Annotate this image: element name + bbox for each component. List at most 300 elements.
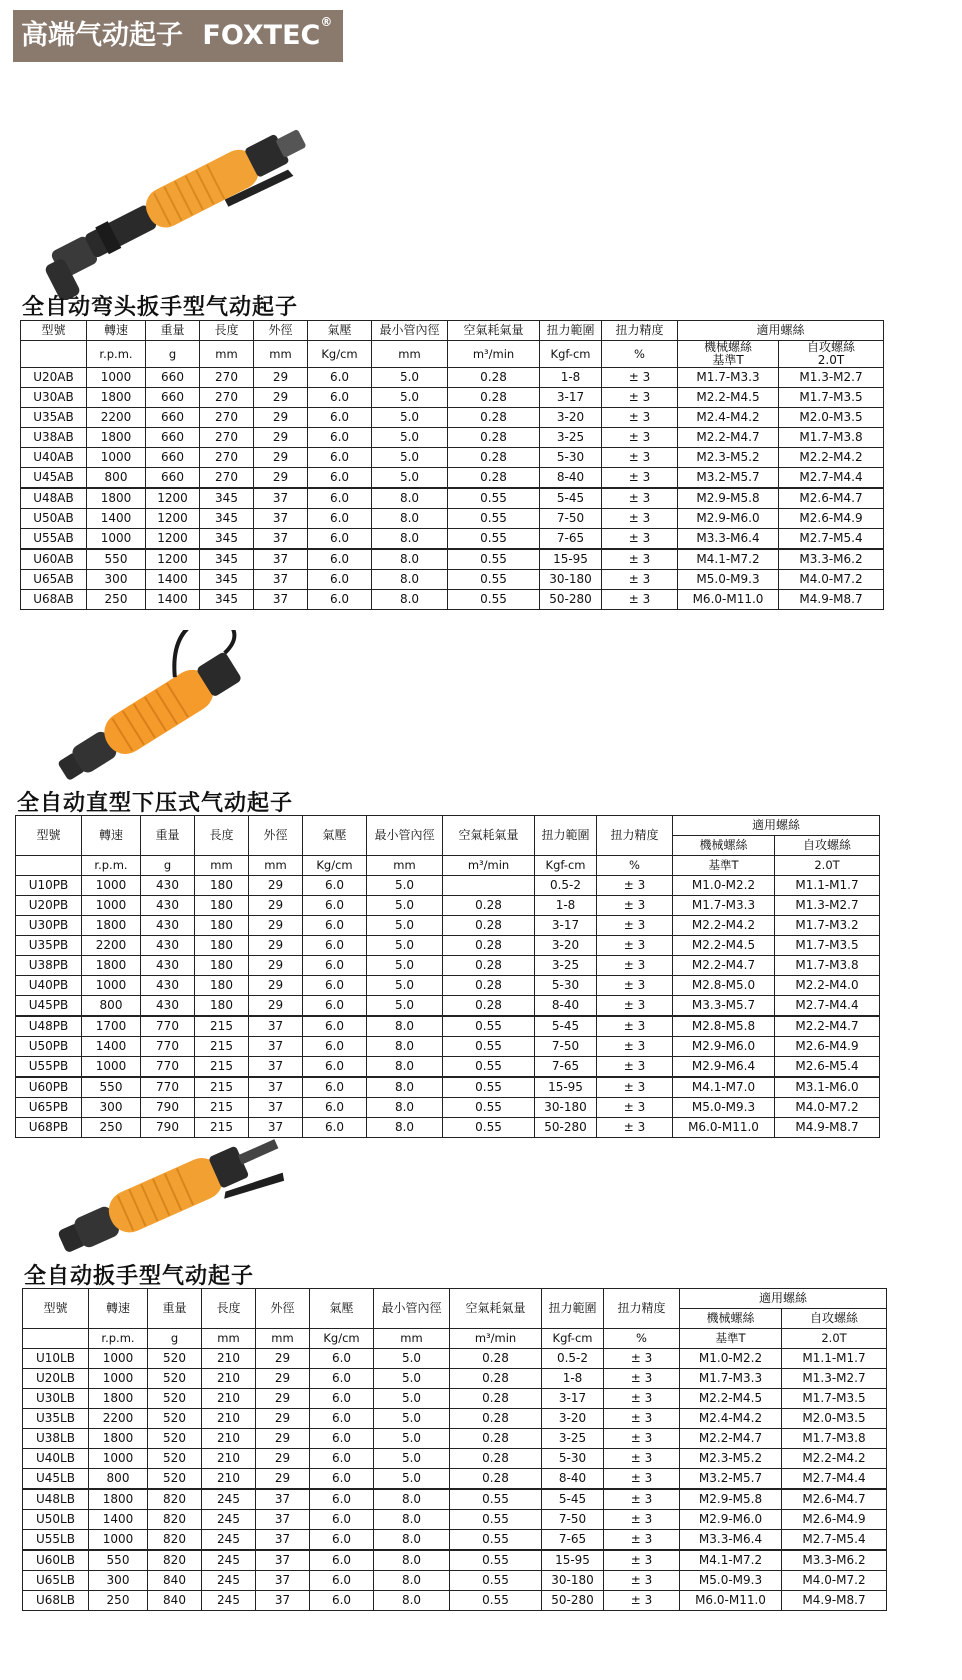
spec-cell: 0.55 [450, 1571, 542, 1591]
spec-cell: 29 [256, 1369, 310, 1389]
col-model: 型號 [21, 321, 87, 341]
spec-cell: 345 [200, 529, 254, 550]
spec-cell: 37 [254, 529, 308, 550]
spec-cell: M2.6-M4.7 [782, 1489, 887, 1510]
spec-cell: 180 [195, 996, 249, 1017]
spec-cell: 8.0 [372, 488, 448, 509]
spec-cell: 0.28 [450, 1429, 542, 1449]
model-cell: U45LB [23, 1469, 89, 1490]
spec-cell: 345 [200, 509, 254, 529]
spec-cell: 430 [141, 876, 195, 896]
model-cell: U35LB [23, 1409, 89, 1429]
model-cell: U38PB [16, 956, 82, 976]
spec-cell: 800 [82, 996, 141, 1017]
spec-cell: M1.7-M3.3 [678, 368, 779, 388]
spec-cell: 8.0 [367, 1037, 443, 1057]
spec-cell: 8.0 [367, 1098, 443, 1118]
model-cell: U10PB [16, 876, 82, 896]
spec-cell: 6.0 [308, 428, 372, 448]
table-row [16, 1016, 880, 1037]
spec-cell: 50-280 [540, 590, 602, 610]
spec-cell: 800 [87, 468, 146, 489]
spec-cell: 29 [254, 368, 308, 388]
spec-table-straight [15, 815, 880, 1138]
model-cell: U68AB [21, 590, 87, 610]
spec-cell: 1000 [82, 876, 141, 896]
spec-cell: 5.0 [372, 408, 448, 428]
model-cell: U38AB [21, 428, 87, 448]
table-row [21, 570, 884, 590]
spec-cell: 29 [256, 1469, 310, 1490]
spec-cell: M2.9-M6.0 [673, 1037, 775, 1057]
spec-cell: 0.55 [448, 488, 540, 509]
spec-cell: 0.28 [443, 916, 535, 936]
spec-cell: 8.0 [374, 1489, 450, 1510]
spec-cell: ± 3 [602, 468, 678, 489]
spec-cell: 8.0 [367, 1016, 443, 1037]
table-row [21, 388, 884, 408]
table-row [23, 1349, 887, 1369]
spec-cell: 1200 [146, 509, 200, 529]
spec-cell: 0.55 [443, 1077, 535, 1098]
col-speed: 轉速 [89, 1289, 148, 1329]
col-torque: 扭力範圍 [542, 1289, 604, 1329]
spec-cell: ± 3 [604, 1591, 680, 1611]
unit-cell: mm [256, 1329, 310, 1349]
spec-cell: ± 3 [602, 590, 678, 610]
spec-cell: M2.2-M4.5 [673, 936, 775, 956]
spec-cell: M2.6-M5.4 [775, 1057, 880, 1078]
spec-cell: 6.0 [303, 1118, 367, 1138]
spec-cell: 520 [148, 1349, 202, 1369]
model-cell: U68LB [23, 1591, 89, 1611]
unit-cell: mm [200, 341, 254, 368]
spec-cell: 6.0 [303, 936, 367, 956]
spec-cell: M1.7-M3.3 [673, 896, 775, 916]
col-screw-group: 適用螺絲 [680, 1289, 887, 1309]
spec-cell: M3.3-M6.4 [680, 1530, 782, 1551]
spec-cell: ± 3 [602, 408, 678, 428]
spec-cell: M2.0-M3.5 [782, 1409, 887, 1429]
model-cell: U50LB [23, 1510, 89, 1530]
spec-cell: 6.0 [303, 996, 367, 1017]
spec-cell: 0.28 [443, 936, 535, 956]
spec-cell: M1.7-M3.5 [779, 388, 884, 408]
col-tapping-screw: 自攻螺絲 [775, 836, 880, 856]
spec-cell: 3-25 [542, 1429, 604, 1449]
col-air: 空氣耗氣量 [448, 321, 540, 341]
col-length: 長度 [195, 816, 249, 856]
unit-cell: g [141, 856, 195, 876]
spec-cell: 245 [202, 1489, 256, 1510]
spec-cell: M2.2-M4.5 [678, 388, 779, 408]
spec-cell: 6.0 [303, 876, 367, 896]
spec-cell: 8.0 [367, 1118, 443, 1138]
spec-cell: 6.0 [308, 549, 372, 570]
spec-cell: 6.0 [303, 1037, 367, 1057]
spec-cell: 0.55 [450, 1550, 542, 1571]
table-row [23, 1489, 887, 1510]
angle-screwdriver-image [20, 100, 330, 300]
spec-cell: 8.0 [374, 1530, 450, 1551]
unit-cell: g [148, 1329, 202, 1349]
spec-cell: M2.9-M5.8 [678, 488, 779, 509]
spec-cell: 0.28 [450, 1409, 542, 1429]
spec-cell: 1800 [89, 1389, 148, 1409]
table-row [16, 936, 880, 956]
col-tapping-screw [779, 341, 884, 368]
spec-cell: 550 [82, 1077, 141, 1098]
spec-cell: 1800 [87, 388, 146, 408]
table-row [23, 1571, 887, 1591]
spec-cell: 5.0 [372, 468, 448, 489]
spec-cell: M4.9-M8.7 [775, 1118, 880, 1138]
col-diameter: 外徑 [249, 816, 303, 856]
spec-cell: 29 [256, 1449, 310, 1469]
table-row [21, 468, 884, 489]
section-title-lever: 全自动扳手型气动起子 [24, 1264, 255, 1289]
spec-cell: 270 [200, 448, 254, 468]
spec-cell: M2.9-M6.0 [678, 509, 779, 529]
spec-cell: ± 3 [602, 570, 678, 590]
spec-cell: ± 3 [602, 428, 678, 448]
spec-cell: 180 [195, 896, 249, 916]
spec-cell: M3.3-M6.2 [779, 549, 884, 570]
spec-cell: 790 [141, 1098, 195, 1118]
spec-cell: 3-20 [535, 936, 597, 956]
spec-cell: 37 [256, 1591, 310, 1611]
spec-cell: 3-20 [542, 1409, 604, 1429]
unit-cell: Kg/cm [310, 1329, 374, 1349]
spec-cell: 1700 [82, 1016, 141, 1037]
spec-cell: 5.0 [367, 956, 443, 976]
spec-cell: 2200 [87, 408, 146, 428]
spec-cell: 345 [200, 488, 254, 509]
model-cell: U30AB [21, 388, 87, 408]
spec-cell: M4.1-M7.0 [673, 1077, 775, 1098]
spec-cell: 1400 [146, 590, 200, 610]
unit-cell: Kgf-cm [535, 856, 597, 876]
spec-cell: ± 3 [602, 529, 678, 550]
spec-cell: 0.28 [448, 468, 540, 489]
spec-cell: M2.7-M5.4 [779, 529, 884, 550]
spec-cell: ± 3 [597, 1037, 673, 1057]
spec-cell: ± 3 [604, 1571, 680, 1591]
model-cell: U50AB [21, 509, 87, 529]
spec-cell: 6.0 [303, 956, 367, 976]
table-row [16, 1077, 880, 1098]
unit-cell [16, 856, 82, 876]
spec-cell: 210 [202, 1389, 256, 1409]
spec-cell: 0.28 [448, 448, 540, 468]
spec-cell: ± 3 [602, 509, 678, 529]
table-row [23, 1530, 887, 1551]
spec-cell: ± 3 [604, 1349, 680, 1369]
model-cell: U10LB [23, 1349, 89, 1369]
spec-cell: 6.0 [308, 408, 372, 428]
spec-cell: 6.0 [308, 388, 372, 408]
spec-cell: ± 3 [602, 368, 678, 388]
table-row [23, 1449, 887, 1469]
spec-cell: 6.0 [303, 1057, 367, 1078]
spec-cell: 215 [195, 1098, 249, 1118]
spec-cell: 6.0 [310, 1571, 374, 1591]
spec-cell: 37 [256, 1530, 310, 1551]
unit-cell: Kg/cm [308, 341, 372, 368]
spec-cell: 37 [249, 1016, 303, 1037]
spec-cell: 1000 [82, 1057, 141, 1078]
spec-cell: 0.28 [443, 896, 535, 916]
spec-cell: 5-45 [540, 488, 602, 509]
col-weight: 重量 [141, 816, 195, 856]
spec-cell: 1-8 [535, 896, 597, 916]
spec-cell: M2.9-M6.4 [673, 1057, 775, 1078]
spec-cell: M6.0-M11.0 [673, 1118, 775, 1138]
table-row [16, 976, 880, 996]
spec-cell: 50-280 [542, 1591, 604, 1611]
table-body [23, 1349, 887, 1611]
spec-cell: 0.55 [443, 1057, 535, 1078]
unit-cell: r.p.m. [87, 341, 146, 368]
spec-cell: 245 [202, 1510, 256, 1530]
table-row [16, 1057, 880, 1078]
unit-cell: r.p.m. [82, 856, 141, 876]
model-cell: U35PB [16, 936, 82, 956]
unit-cell: Kgf-cm [542, 1329, 604, 1349]
spec-cell: 37 [254, 488, 308, 509]
spec-cell: 180 [195, 976, 249, 996]
table-row [23, 1389, 887, 1409]
spec-cell: 29 [249, 996, 303, 1017]
spec-cell: 0.28 [443, 996, 535, 1017]
spec-cell: 0.28 [448, 408, 540, 428]
spec-cell: 0.28 [450, 1449, 542, 1469]
spec-cell: M4.0-M7.2 [775, 1098, 880, 1118]
spec-cell: 800 [89, 1469, 148, 1490]
model-cell: U48AB [21, 488, 87, 509]
spec-cell: 0.5-2 [535, 876, 597, 896]
spec-cell: 0.28 [448, 368, 540, 388]
table-row [23, 1591, 887, 1611]
spec-cell: 5.0 [374, 1429, 450, 1449]
spec-cell: 29 [249, 936, 303, 956]
spec-cell: 5.0 [374, 1389, 450, 1409]
spec-cell: 840 [148, 1571, 202, 1591]
spec-cell: 5-45 [542, 1489, 604, 1510]
spec-cell: 1400 [87, 509, 146, 529]
spec-cell: 1000 [82, 976, 141, 996]
spec-cell: 29 [254, 468, 308, 489]
table-row [23, 1429, 887, 1449]
brand-banner [13, 10, 343, 62]
model-cell: U60PB [16, 1077, 82, 1098]
spec-cell: 430 [141, 956, 195, 976]
table-row [16, 876, 880, 896]
spec-cell: 0.28 [448, 388, 540, 408]
spec-cell: 5.0 [372, 448, 448, 468]
spec-cell: 520 [148, 1429, 202, 1449]
spec-cell: M6.0-M11.0 [678, 590, 779, 610]
spec-cell: 0.55 [443, 1098, 535, 1118]
unit-cell: m³/min [450, 1329, 542, 1349]
unit-cell: % [602, 341, 678, 368]
spec-cell: M5.0-M9.3 [680, 1571, 782, 1591]
spec-cell: 345 [200, 549, 254, 570]
spec-cell: 6.0 [310, 1469, 374, 1490]
spec-cell: M2.2-M4.7 [678, 428, 779, 448]
spec-cell: 0.28 [443, 976, 535, 996]
spec-cell: 245 [202, 1550, 256, 1571]
spec-cell: M2.6-M4.7 [779, 488, 884, 509]
model-cell: U45PB [16, 996, 82, 1017]
spec-cell: ± 3 [597, 996, 673, 1017]
spec-cell: 1200 [146, 549, 200, 570]
spec-cell: 0.55 [448, 590, 540, 610]
unit-cell [23, 1329, 89, 1349]
spec-cell: 245 [202, 1571, 256, 1591]
spec-cell: ± 3 [602, 549, 678, 570]
col-accuracy: 扭力精度 [597, 816, 673, 856]
spec-cell: 5.0 [367, 936, 443, 956]
spec-cell: 1000 [89, 1449, 148, 1469]
spec-cell: M3.3-M6.2 [782, 1550, 887, 1571]
spec-cell: M2.6-M4.9 [782, 1510, 887, 1530]
spec-cell: 245 [202, 1591, 256, 1611]
unit-cell: % [597, 856, 673, 876]
spec-cell: M2.6-M4.9 [775, 1037, 880, 1057]
spec-cell: 430 [141, 996, 195, 1017]
spec-cell: 5.0 [374, 1349, 450, 1369]
spec-cell: 37 [254, 590, 308, 610]
spec-cell: 770 [141, 1016, 195, 1037]
spec-cell: ± 3 [597, 1077, 673, 1098]
col-pressure: 氣壓 [310, 1289, 374, 1329]
unit-cell: % [604, 1329, 680, 1349]
spec-cell: 6.0 [303, 1098, 367, 1118]
spec-cell: ± 3 [597, 1016, 673, 1037]
spec-cell: 8-40 [540, 468, 602, 489]
spec-cell: 29 [256, 1349, 310, 1369]
model-cell: U60AB [21, 549, 87, 570]
col-diameter: 外徑 [254, 321, 308, 341]
spec-cell: 8-40 [542, 1469, 604, 1490]
spec-cell: 210 [202, 1429, 256, 1449]
spec-cell: 1000 [82, 896, 141, 916]
spec-cell: 37 [254, 509, 308, 529]
spec-cell: 345 [200, 590, 254, 610]
spec-cell: ± 3 [597, 916, 673, 936]
spec-cell: 270 [200, 468, 254, 489]
spec-cell: M4.1-M7.2 [680, 1550, 782, 1571]
spec-cell: 790 [141, 1118, 195, 1138]
unit-cell: mm [372, 341, 448, 368]
model-cell: U20AB [21, 368, 87, 388]
spec-cell: 770 [141, 1077, 195, 1098]
spec-cell: 3-20 [540, 408, 602, 428]
spec-cell: M1.7-M3.5 [775, 936, 880, 956]
spec-cell: 0.55 [448, 570, 540, 590]
spec-cell: 300 [89, 1571, 148, 1591]
spec-cell: M1.7-M3.2 [775, 916, 880, 936]
spec-cell: 2200 [89, 1409, 148, 1429]
unit-cell: mm [202, 1329, 256, 1349]
spec-cell: M3.3-M5.7 [673, 996, 775, 1017]
spec-cell: M1.7-M3.8 [775, 956, 880, 976]
table-header [16, 816, 880, 876]
spec-cell: 660 [146, 368, 200, 388]
unit-cell: 基準T [680, 1329, 782, 1349]
spec-cell: 0.5-2 [542, 1349, 604, 1369]
section-title-angle: 全自动弯头扳手型气动起子 [22, 295, 299, 320]
table-row [16, 996, 880, 1017]
spec-cell: 2200 [82, 936, 141, 956]
spec-cell: 660 [146, 428, 200, 448]
spec-cell: M1.3-M2.7 [775, 896, 880, 916]
spec-cell: 5-30 [542, 1449, 604, 1469]
spec-cell: 210 [202, 1369, 256, 1389]
spec-cell: M2.9-M5.8 [680, 1489, 782, 1510]
spec-cell: 180 [195, 876, 249, 896]
spec-cell: 3-17 [535, 916, 597, 936]
model-cell: U50PB [16, 1037, 82, 1057]
spec-cell: ± 3 [597, 1098, 673, 1118]
spec-cell: 0.55 [443, 1037, 535, 1057]
unit-cell: mm [374, 1329, 450, 1349]
spec-cell: 29 [249, 916, 303, 936]
spec-cell: 6.0 [308, 590, 372, 610]
spec-cell: 29 [249, 956, 303, 976]
spec-cell: 0.28 [450, 1389, 542, 1409]
spec-cell: 0.28 [450, 1469, 542, 1490]
table-row [21, 509, 884, 529]
spec-cell: 6.0 [308, 529, 372, 550]
spec-cell: M2.7-M4.4 [775, 996, 880, 1017]
banner-brand: FOXTEC [202, 20, 321, 51]
spec-cell: 250 [89, 1591, 148, 1611]
spec-cell: 520 [148, 1449, 202, 1469]
spec-cell: 7-50 [540, 509, 602, 529]
spec-cell: M3.2-M5.7 [678, 468, 779, 489]
spec-cell: 660 [146, 468, 200, 489]
spec-cell: 770 [141, 1037, 195, 1057]
spec-cell: 37 [249, 1077, 303, 1098]
spec-cell: 520 [148, 1409, 202, 1429]
spec-cell: 215 [195, 1016, 249, 1037]
table-body [21, 368, 884, 610]
col-torque: 扭力範圍 [540, 321, 602, 341]
col-machine-screw: 機械螺絲 [673, 836, 775, 856]
spec-cell: 6.0 [310, 1550, 374, 1571]
spec-cell: 1000 [87, 529, 146, 550]
spec-cell: 1800 [82, 956, 141, 976]
spec-cell: 0.55 [448, 529, 540, 550]
col-air: 空氣耗氣量 [443, 816, 535, 856]
spec-cell: M1.0-M2.2 [680, 1349, 782, 1369]
spec-cell: 345 [200, 570, 254, 590]
spec-cell: 215 [195, 1077, 249, 1098]
spec-cell: 270 [200, 368, 254, 388]
spec-cell: 6.0 [310, 1369, 374, 1389]
model-cell: U55AB [21, 529, 87, 550]
model-cell: U48LB [23, 1489, 89, 1510]
spec-cell: M4.0-M7.2 [779, 570, 884, 590]
spec-cell: 5-45 [535, 1016, 597, 1037]
spec-cell: 6.0 [308, 570, 372, 590]
model-cell: U65LB [23, 1571, 89, 1591]
spec-cell: ± 3 [597, 976, 673, 996]
col-air: 空氣耗氣量 [450, 1289, 542, 1329]
spec-cell: M2.0-M3.5 [779, 408, 884, 428]
